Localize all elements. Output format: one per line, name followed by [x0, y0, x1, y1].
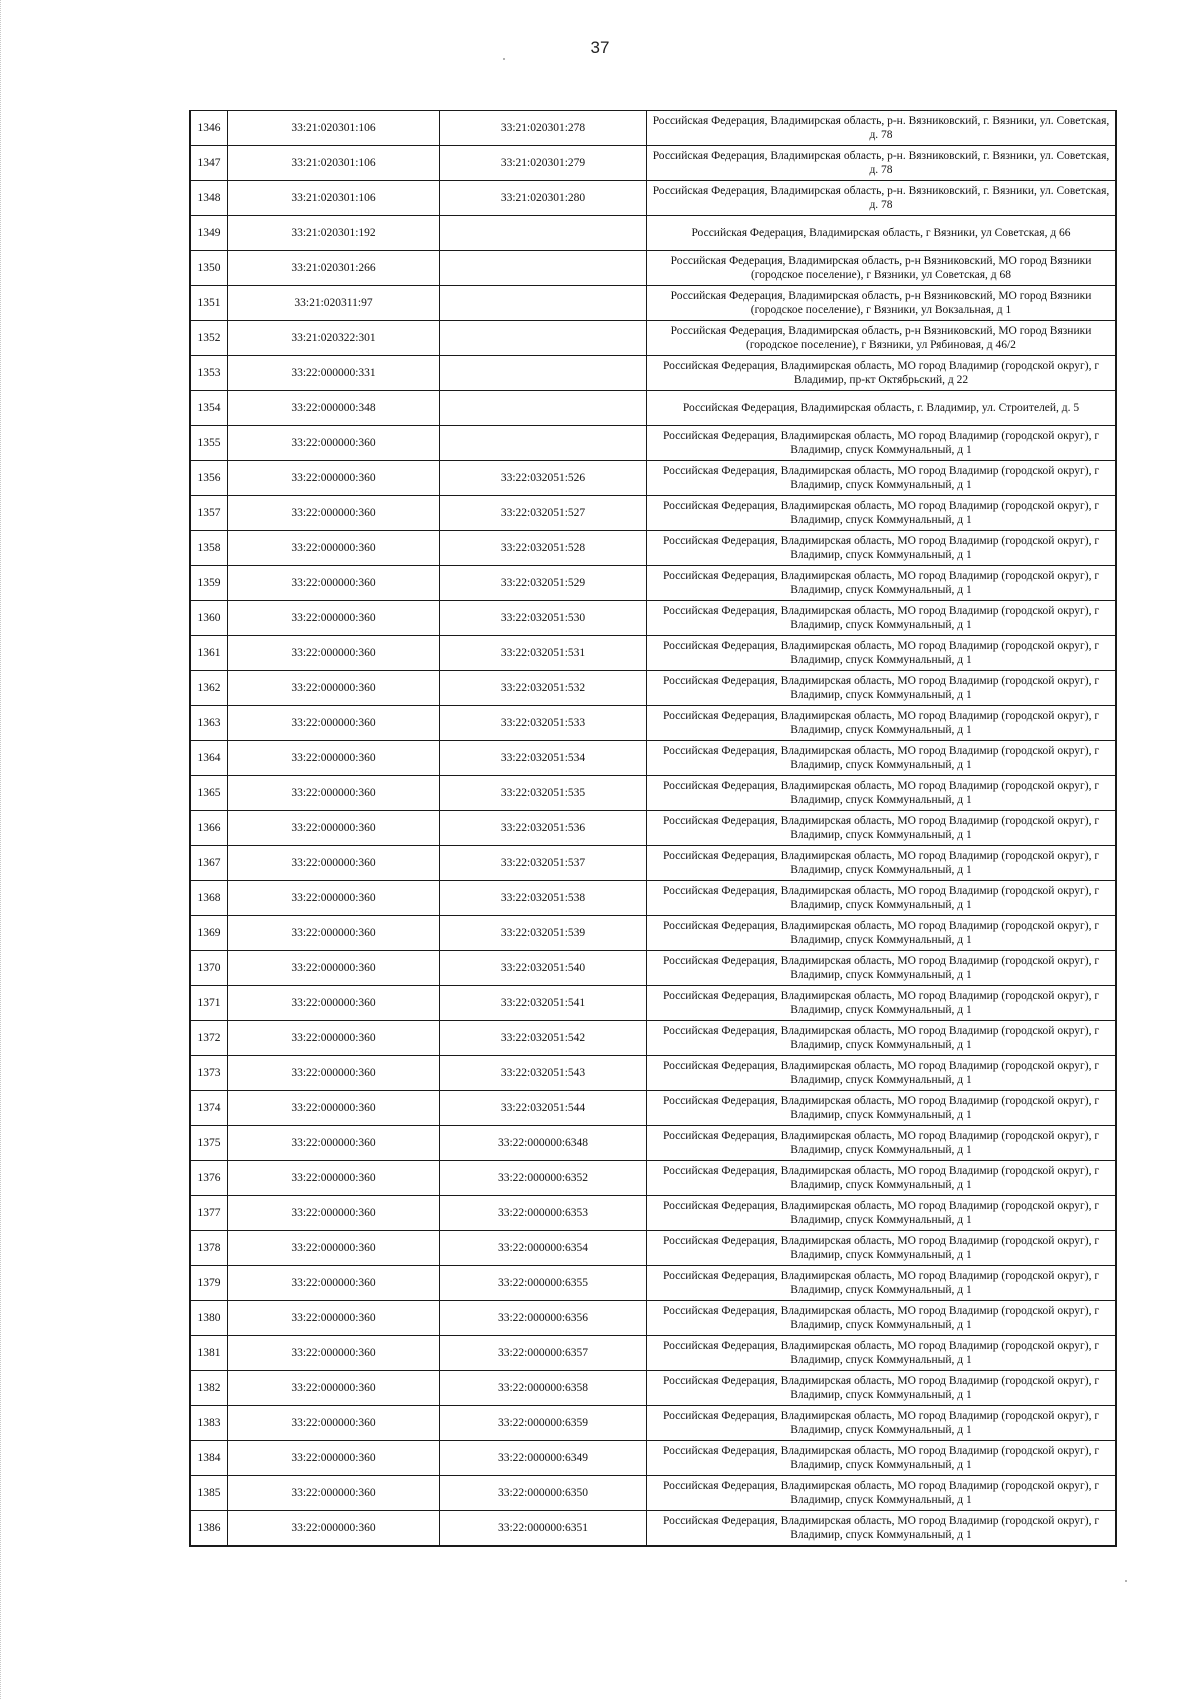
- object-cadastral-number-cell: [440, 426, 647, 461]
- table-row: [190, 601, 1116, 636]
- row-number-cell: 1352: [190, 321, 228, 356]
- address-cell: Российская Федерация, Владимирская область, МО город Владимир (городской округ), г Владимир, спуск Коммунальный, д 1: [647, 566, 1117, 601]
- object-cadastral-number-cell: 33:22:032051:533: [440, 706, 647, 741]
- object-cadastral-number-cell: 33:22:000000:6359: [440, 1406, 647, 1441]
- address-cell: Российская Федерация, Владимирская область, МО город Владимир (городской округ), г Владимир, спуск Коммунальный, д 1: [647, 1231, 1117, 1266]
- row-number-cell: 1373: [190, 1056, 228, 1091]
- cadastral-number-cell: 33:22:000000:360: [228, 496, 440, 531]
- row-number-cell: 1361: [190, 636, 228, 671]
- object-cadastral-number-cell: [440, 391, 647, 426]
- address-cell: Российская Федерация, Владимирская область, г. Владимир, ул. Строителей, д. 5: [647, 391, 1117, 426]
- cadastral-number-cell: 33:22:000000:360: [228, 1336, 440, 1371]
- address-cell: Российская Федерация, Владимирская область, МО город Владимир (городской округ), г Владимир, спуск Коммунальный, д 1: [647, 951, 1117, 986]
- object-cadastral-number-cell: 33:22:032051:538: [440, 881, 647, 916]
- cadastral-number-cell: 33:22:000000:360: [228, 811, 440, 846]
- row-number-cell: 1377: [190, 1196, 228, 1231]
- table-row: [190, 1196, 1116, 1231]
- address-cell: Российская Федерация, Владимирская область, МО город Владимир (городской округ), г Владимир, спуск Коммунальный, д 1: [647, 426, 1117, 461]
- address-cell: Российская Федерация, Владимирская область, МО город Владимир (городской округ), г Владимир, спуск Коммунальный, д 1: [647, 601, 1117, 636]
- table-row: [190, 916, 1116, 951]
- row-number-cell: 1367: [190, 846, 228, 881]
- address-cell: Российская Федерация, Владимирская область, МО город Владимир (городской округ), г Владимир, спуск Коммунальный, д 1: [647, 1511, 1117, 1547]
- table-row: [190, 566, 1116, 601]
- row-number-cell: 1375: [190, 1126, 228, 1161]
- cadastral-number-cell: 33:22:000000:360: [228, 846, 440, 881]
- address-cell: Российская Федерация, Владимирская область, г Вязники, ул Советская, д 66: [647, 216, 1117, 251]
- table-row: [190, 1336, 1116, 1371]
- table-row: [190, 1476, 1116, 1511]
- cadastral-number-cell: 33:22:000000:360: [228, 1511, 440, 1547]
- address-cell: Российская Федерация, Владимирская область, р-н. Вязниковский, г. Вязники, ул. Советская, д. 78: [647, 181, 1117, 216]
- table-row: [190, 986, 1116, 1021]
- row-number-cell: 1355: [190, 426, 228, 461]
- object-cadastral-number-cell: 33:21:020301:279: [440, 146, 647, 181]
- object-cadastral-number-cell: 33:22:032051:531: [440, 636, 647, 671]
- cadastral-number-cell: 33:22:000000:360: [228, 426, 440, 461]
- row-number-cell: 1383: [190, 1406, 228, 1441]
- table-row: [190, 776, 1116, 811]
- row-number-cell: 1385: [190, 1476, 228, 1511]
- cadastral-number-cell: 33:22:000000:360: [228, 706, 440, 741]
- address-cell: Российская Федерация, Владимирская область, р-н Вязниковский, МО город Вязники (городское поселение), г Вязники, ул Вокзальная, д 1: [647, 286, 1117, 321]
- cadastral-number-cell: 33:22:000000:360: [228, 986, 440, 1021]
- address-cell: Российская Федерация, Владимирская область, МО город Владимир (городской округ), г Владимир, спуск Коммунальный, д 1: [647, 846, 1117, 881]
- address-cell: Российская Федерация, Владимирская область, р-н. Вязниковский, г. Вязники, ул. Советская, д. 78: [647, 111, 1117, 146]
- cadastral-number-cell: 33:21:020301:266: [228, 251, 440, 286]
- table-row: [190, 1021, 1116, 1056]
- table-row: [190, 951, 1116, 986]
- table-row: [190, 146, 1116, 181]
- address-cell: Российская Федерация, Владимирская область, МО город Владимир (городской округ), г Владимир, спуск Коммунальный, д 1: [647, 1126, 1117, 1161]
- table-row: [190, 1161, 1116, 1196]
- cadastral-number-cell: 33:22:000000:348: [228, 391, 440, 426]
- object-cadastral-number-cell: 33:22:032051:537: [440, 846, 647, 881]
- address-cell: Российская Федерация, Владимирская область, МО город Владимир (городской округ), г Владимир, спуск Коммунальный, д 1: [647, 1476, 1117, 1511]
- object-cadastral-number-cell: 33:22:032051:541: [440, 986, 647, 1021]
- row-number-cell: 1350: [190, 251, 228, 286]
- row-number-cell: 1358: [190, 531, 228, 566]
- address-cell: Российская Федерация, Владимирская область, МО город Владимир (городской округ), г Владимир, спуск Коммунальный, д 1: [647, 881, 1117, 916]
- registry-table-body: [190, 111, 1116, 1547]
- object-cadastral-number-cell: 33:22:032051:544: [440, 1091, 647, 1126]
- object-cadastral-number-cell: 33:22:000000:6357: [440, 1336, 647, 1371]
- address-cell: Российская Федерация, Владимирская область, МО город Владимир (городской округ), г Владимир, спуск Коммунальный, д 1: [647, 531, 1117, 566]
- table-row: [190, 1441, 1116, 1476]
- cadastral-number-cell: 33:22:000000:360: [228, 461, 440, 496]
- object-cadastral-number-cell: 33:22:032051:535: [440, 776, 647, 811]
- cadastral-number-cell: 33:22:000000:360: [228, 566, 440, 601]
- cadastral-number-cell: 33:21:020301:106: [228, 181, 440, 216]
- address-cell: Российская Федерация, Владимирская область, МО город Владимир (городской округ), г Владимир, спуск Коммунальный, д 1: [647, 1091, 1117, 1126]
- table-row: [190, 741, 1116, 776]
- row-number-cell: 1380: [190, 1301, 228, 1336]
- address-cell: Российская Федерация, Владимирская область, МО город Владимир (городской округ), г Владимир, спуск Коммунальный, д 1: [647, 1336, 1117, 1371]
- table-row: [190, 321, 1116, 356]
- cadastral-number-cell: 33:22:000000:360: [228, 1161, 440, 1196]
- object-cadastral-number-cell: 33:22:032051:526: [440, 461, 647, 496]
- row-number-cell: 1348: [190, 181, 228, 216]
- table-row: [190, 1371, 1116, 1406]
- cadastral-number-cell: 33:22:000000:360: [228, 636, 440, 671]
- row-number-cell: 1379: [190, 1266, 228, 1301]
- object-cadastral-number-cell: 33:22:032051:542: [440, 1021, 647, 1056]
- row-number-cell: 1374: [190, 1091, 228, 1126]
- object-cadastral-number-cell: 33:22:032051:539: [440, 916, 647, 951]
- cadastral-number-cell: 33:22:000000:360: [228, 741, 440, 776]
- address-cell: Российская Федерация, Владимирская область, МО город Владимир (городской округ), г Владимир, спуск Коммунальный, д 1: [647, 1266, 1117, 1301]
- object-cadastral-number-cell: 33:22:032051:529: [440, 566, 647, 601]
- address-cell: Российская Федерация, Владимирская область, МО город Владимир (городской округ), г Владимир, спуск Коммунальный, д 1: [647, 1056, 1117, 1091]
- row-number-cell: 1369: [190, 916, 228, 951]
- table-row: [190, 671, 1116, 706]
- scan-edge-mark: [0, 0, 2, 1699]
- row-number-cell: 1378: [190, 1231, 228, 1266]
- row-number-cell: 1366: [190, 811, 228, 846]
- address-cell: Российская Федерация, Владимирская область, МО город Владимир (городской округ), г Владимир, спуск Коммунальный, д 1: [647, 461, 1117, 496]
- address-cell: Российская Федерация, Владимирская область, р-н. Вязниковский, г. Вязники, ул. Советская, д. 78: [647, 146, 1117, 181]
- address-cell: Российская Федерация, Владимирская область, МО город Владимир (городской округ), г Владимир, спуск Коммунальный, д 1: [647, 811, 1117, 846]
- cadastral-number-cell: 33:22:000000:360: [228, 1196, 440, 1231]
- row-number-cell: 1382: [190, 1371, 228, 1406]
- object-cadastral-number-cell: 33:22:032051:540: [440, 951, 647, 986]
- object-cadastral-number-cell: 33:22:000000:6358: [440, 1371, 647, 1406]
- object-cadastral-number-cell: 33:22:032051:528: [440, 531, 647, 566]
- row-number-cell: 1384: [190, 1441, 228, 1476]
- cadastral-number-cell: 33:22:000000:360: [228, 1266, 440, 1301]
- object-cadastral-number-cell: 33:22:000000:6352: [440, 1161, 647, 1196]
- object-cadastral-number-cell: [440, 251, 647, 286]
- row-number-cell: 1351: [190, 286, 228, 321]
- cadastral-number-cell: 33:22:000000:360: [228, 601, 440, 636]
- address-cell: Российская Федерация, Владимирская область, МО город Владимир (городской округ), г Владимир, спуск Коммунальный, д 1: [647, 671, 1117, 706]
- row-number-cell: 1376: [190, 1161, 228, 1196]
- page-number: 37: [590, 38, 610, 57]
- object-cadastral-number-cell: 33:22:032051:530: [440, 601, 647, 636]
- row-number-cell: 1362: [190, 671, 228, 706]
- table-row: [190, 286, 1116, 321]
- address-cell: Российская Федерация, Владимирская область, МО город Владимир (городской округ), г Владимир, спуск Коммунальный, д 1: [647, 636, 1117, 671]
- address-cell: Российская Федерация, Владимирская область, МО город Владимир (городской округ), г Владимир, спуск Коммунальный, д 1: [647, 1161, 1117, 1196]
- cadastral-number-cell: 33:22:000000:360: [228, 1126, 440, 1161]
- table-row: [190, 1056, 1116, 1091]
- address-cell: Российская Федерация, Владимирская область, МО город Владимир (городской округ), г Владимир, спуск Коммунальный, д 1: [647, 741, 1117, 776]
- row-number-cell: 1346: [190, 111, 228, 146]
- table-row: [190, 811, 1116, 846]
- cadastral-number-cell: 33:21:020311:97: [228, 286, 440, 321]
- object-cadastral-number-cell: 33:22:000000:6351: [440, 1511, 647, 1547]
- address-cell: Российская Федерация, Владимирская область, МО город Владимир (городской округ), г Владимир, спуск Коммунальный, д 1: [647, 916, 1117, 951]
- address-cell: Российская Федерация, Владимирская область, МО город Владимир (городской округ), г Владимир, спуск Коммунальный, д 1: [647, 1406, 1117, 1441]
- table-row: [190, 1126, 1116, 1161]
- row-number-cell: 1360: [190, 601, 228, 636]
- table-row: [190, 391, 1116, 426]
- row-number-cell: 1365: [190, 776, 228, 811]
- table-row: [190, 531, 1116, 566]
- object-cadastral-number-cell: 33:22:032051:534: [440, 741, 647, 776]
- row-number-cell: 1356: [190, 461, 228, 496]
- table-row: [190, 1511, 1116, 1547]
- cadastral-number-cell: 33:21:020301:106: [228, 146, 440, 181]
- cadastral-number-cell: 33:22:000000:360: [228, 776, 440, 811]
- scan-speck: [503, 58, 505, 60]
- object-cadastral-number-cell: 33:22:000000:6349: [440, 1441, 647, 1476]
- cadastral-number-cell: 33:22:000000:360: [228, 1301, 440, 1336]
- object-cadastral-number-cell: [440, 356, 647, 391]
- cadastral-number-cell: 33:22:000000:360: [228, 881, 440, 916]
- cadastral-number-cell: 33:21:020301:106: [228, 111, 440, 146]
- row-number-cell: 1347: [190, 146, 228, 181]
- object-cadastral-number-cell: 33:22:000000:6353: [440, 1196, 647, 1231]
- address-cell: Российская Федерация, Владимирская область, МО город Владимир (городской округ), г Владимир, спуск Коммунальный, д 1: [647, 1021, 1117, 1056]
- table-row: [190, 1406, 1116, 1441]
- cadastral-number-cell: 33:22:000000:360: [228, 1371, 440, 1406]
- address-cell: Российская Федерация, Владимирская область, МО город Владимир (городской округ), г Владимир, пр-кт Октябрьский, д 22: [647, 356, 1117, 391]
- table-row: [190, 461, 1116, 496]
- cadastral-number-cell: 33:22:000000:360: [228, 1231, 440, 1266]
- table-row: [190, 111, 1116, 146]
- scan-speck: [1125, 1580, 1127, 1582]
- object-cadastral-number-cell: 33:22:032051:536: [440, 811, 647, 846]
- row-number-cell: 1386: [190, 1511, 228, 1547]
- object-cadastral-number-cell: 33:22:000000:6356: [440, 1301, 647, 1336]
- cadastral-number-cell: 33:22:000000:360: [228, 531, 440, 566]
- address-cell: Российская Федерация, Владимирская область, р-н Вязниковский, МО город Вязники (городское поселение), г Вязники, ул Советская, д 68: [647, 251, 1117, 286]
- row-number-cell: 1349: [190, 216, 228, 251]
- table-row: [190, 496, 1116, 531]
- object-cadastral-number-cell: 33:22:000000:6354: [440, 1231, 647, 1266]
- row-number-cell: 1364: [190, 741, 228, 776]
- cadastral-number-cell: 33:22:000000:360: [228, 951, 440, 986]
- table-row: [190, 706, 1116, 741]
- table-row: [190, 881, 1116, 916]
- row-number-cell: 1371: [190, 986, 228, 1021]
- table-row: [190, 251, 1116, 286]
- table-row: [190, 1091, 1116, 1126]
- table-row: [190, 1266, 1116, 1301]
- row-number-cell: 1354: [190, 391, 228, 426]
- row-number-cell: 1363: [190, 706, 228, 741]
- row-number-cell: 1372: [190, 1021, 228, 1056]
- table-row: [190, 846, 1116, 881]
- address-cell: Российская Федерация, Владимирская область, МО город Владимир (городской округ), г Владимир, спуск Коммунальный, д 1: [647, 496, 1117, 531]
- cadastral-number-cell: 33:22:000000:360: [228, 1056, 440, 1091]
- object-cadastral-number-cell: 33:21:020301:280: [440, 181, 647, 216]
- address-cell: Российская Федерация, Владимирская область, МО город Владимир (городской округ), г Владимир, спуск Коммунальный, д 1: [647, 1441, 1117, 1476]
- address-cell: Российская Федерация, Владимирская область, МО город Владимир (городской округ), г Владимир, спуск Коммунальный, д 1: [647, 1371, 1117, 1406]
- row-number-cell: 1370: [190, 951, 228, 986]
- cadastral-number-cell: 33:22:000000:331: [228, 356, 440, 391]
- cadastral-number-cell: 33:22:000000:360: [228, 1091, 440, 1126]
- object-cadastral-number-cell: [440, 216, 647, 251]
- row-number-cell: 1381: [190, 1336, 228, 1371]
- row-number-cell: 1353: [190, 356, 228, 391]
- object-cadastral-number-cell: 33:22:000000:6355: [440, 1266, 647, 1301]
- cadastral-number-cell: 33:22:000000:360: [228, 1476, 440, 1511]
- object-cadastral-number-cell: 33:22:032051:527: [440, 496, 647, 531]
- table-row: [190, 1231, 1116, 1266]
- table-row: [190, 181, 1116, 216]
- object-cadastral-number-cell: 33:22:032051:543: [440, 1056, 647, 1091]
- object-cadastral-number-cell: [440, 286, 647, 321]
- table-row: [190, 356, 1116, 391]
- cadastral-number-cell: 33:22:000000:360: [228, 1406, 440, 1441]
- row-number-cell: 1357: [190, 496, 228, 531]
- address-cell: Российская Федерация, Владимирская область, МО город Владимир (городской округ), г Владимир, спуск Коммунальный, д 1: [647, 1301, 1117, 1336]
- address-cell: Российская Федерация, Владимирская область, МО город Владимир (городской округ), г Владимир, спуск Коммунальный, д 1: [647, 986, 1117, 1021]
- address-cell: Российская Федерация, Владимирская область, МО город Владимир (городской округ), г Владимир, спуск Коммунальный, д 1: [647, 776, 1117, 811]
- object-cadastral-number-cell: 33:21:020301:278: [440, 111, 647, 146]
- object-cadastral-number-cell: 33:22:000000:6350: [440, 1476, 647, 1511]
- table-row: [190, 426, 1116, 461]
- registry-table: [189, 110, 1117, 1547]
- object-cadastral-number-cell: 33:22:000000:6348: [440, 1126, 647, 1161]
- table-row: [190, 1301, 1116, 1336]
- row-number-cell: 1359: [190, 566, 228, 601]
- table-row: [190, 636, 1116, 671]
- table-row: [190, 216, 1116, 251]
- object-cadastral-number-cell: [440, 321, 647, 356]
- row-number-cell: 1368: [190, 881, 228, 916]
- cadastral-number-cell: 33:22:000000:360: [228, 671, 440, 706]
- cadastral-number-cell: 33:22:000000:360: [228, 1021, 440, 1056]
- cadastral-number-cell: 33:22:000000:360: [228, 1441, 440, 1476]
- object-cadastral-number-cell: 33:22:032051:532: [440, 671, 647, 706]
- address-cell: Российская Федерация, Владимирская область, МО город Владимир (городской округ), г Владимир, спуск Коммунальный, д 1: [647, 706, 1117, 741]
- address-cell: Российская Федерация, Владимирская область, МО город Владимир (городской округ), г Владимир, спуск Коммунальный, д 1: [647, 1196, 1117, 1231]
- cadastral-number-cell: 33:21:020301:192: [228, 216, 440, 251]
- cadastral-number-cell: 33:22:000000:360: [228, 916, 440, 951]
- cadastral-number-cell: 33:21:020322:301: [228, 321, 440, 356]
- address-cell: Российская Федерация, Владимирская область, р-н Вязниковский, МО город Вязники (городское поселение), г Вязники, ул Рябиновая, д 46/2: [647, 321, 1117, 356]
